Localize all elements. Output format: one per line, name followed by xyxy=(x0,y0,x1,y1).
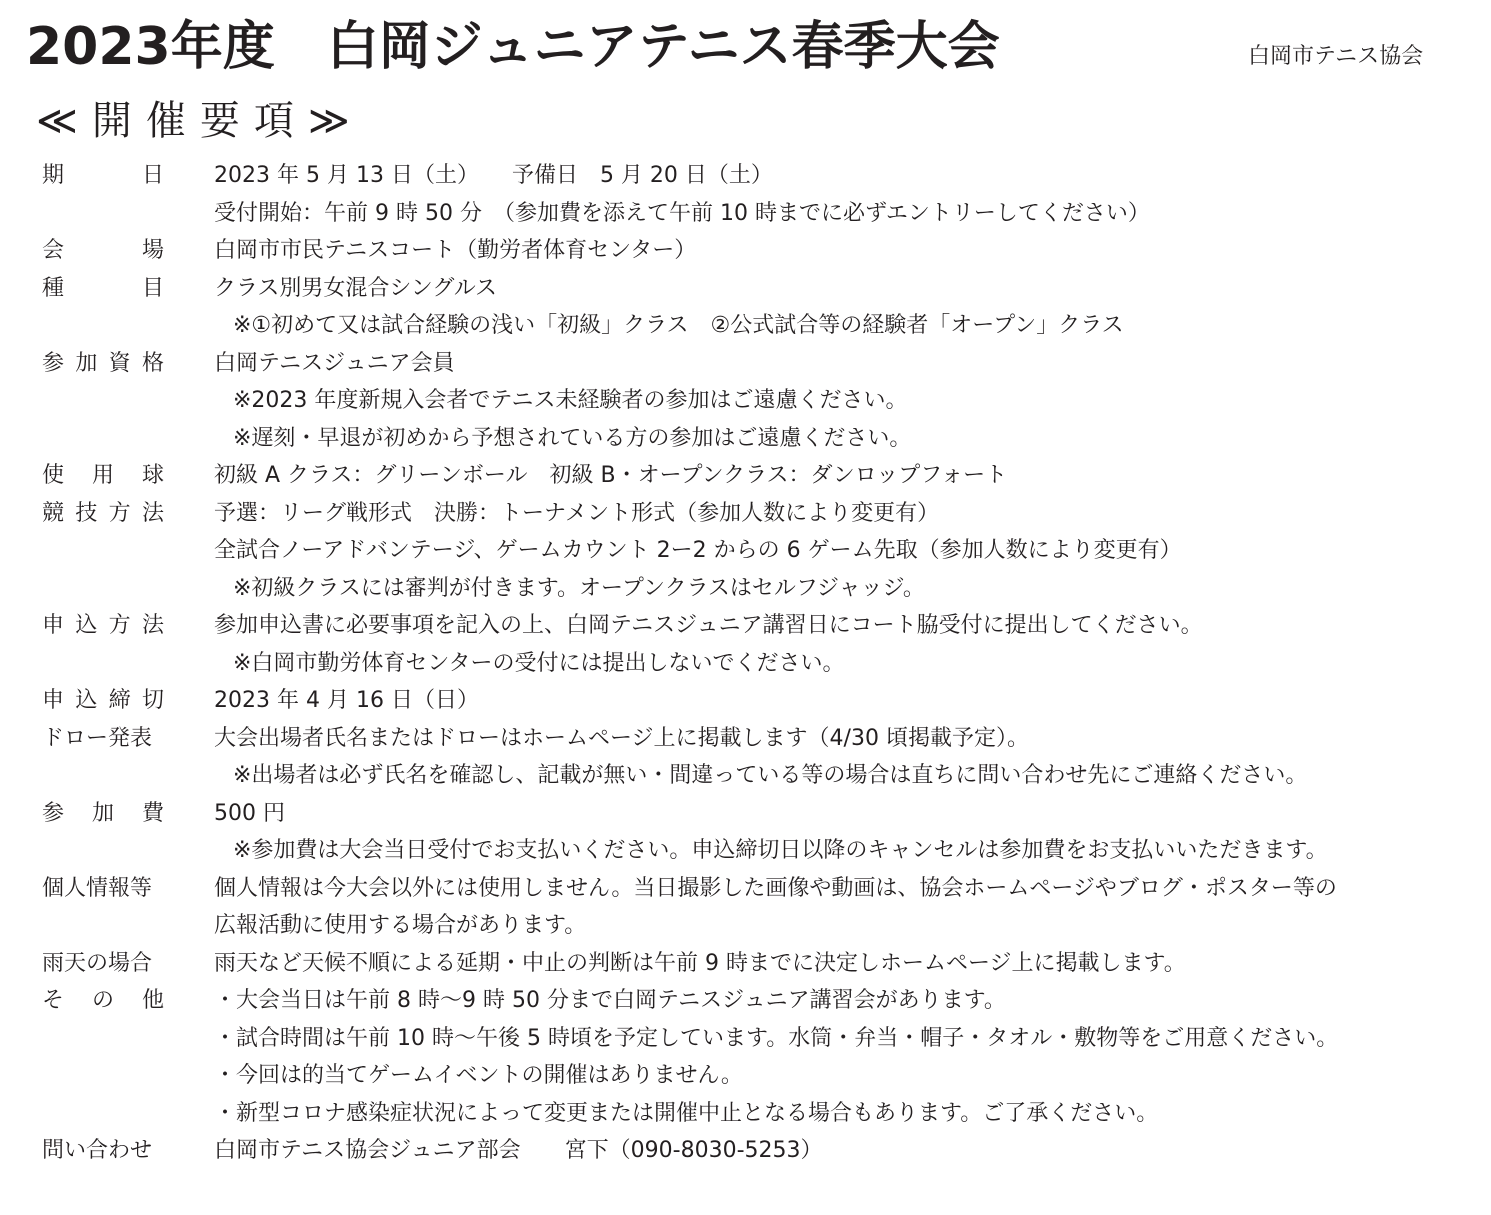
section-row xyxy=(0,945,1491,983)
section-note: ※参加費は大会当日受付でお支払いください。申込締切日以降のキャンセルは参加費をお支払いいただきます。 xyxy=(233,838,1328,863)
document-title: 2023年度 白岡ジュニアテニス春季大会 xyxy=(26,17,1000,77)
section-row xyxy=(0,795,1491,833)
section-row xyxy=(0,757,1491,795)
section-value: ・大会当日は午前 8 時〜9 時 50 分まで白岡テニスジュニア講習会があります。 xyxy=(214,988,1006,1013)
section-row xyxy=(0,382,1491,420)
section-value: 白岡テニスジュニア会員 xyxy=(214,350,455,376)
section-note: ※初級クラスには審判が付きます。オープンクラスはセルフジャッジ。 xyxy=(233,575,925,601)
section-value: ・新型コロナ感染症状況によって変更または開催中止となる場合もあります。ご了承ください。 xyxy=(214,1100,1159,1126)
section-row xyxy=(0,457,1491,495)
section-label: 問い合わせ xyxy=(42,1138,153,1163)
section-row xyxy=(0,307,1491,345)
section-row xyxy=(0,270,1491,308)
section-label: 参加資格 xyxy=(42,350,164,376)
section-label: ドロー発表 xyxy=(42,725,153,751)
section-label: 会場 xyxy=(42,238,164,263)
section-label: 期日 xyxy=(42,163,164,188)
section-value: 2023 年 4 月 16 日（日） xyxy=(214,688,479,713)
section-row xyxy=(0,1132,1491,1170)
section-row xyxy=(0,195,1491,233)
section-note: ※出場者は必ず氏名を確認し、記載が無い・間違っている等の場合は直ちに問い合わせ先にご連絡ください。 xyxy=(233,763,1308,788)
section-row xyxy=(0,682,1491,720)
section-row xyxy=(0,982,1491,1020)
section-value: 白岡市市民テニスコート（勤労者体育センター） xyxy=(214,238,697,263)
section-label: 参加費 xyxy=(42,800,164,826)
section-label: 雨天の場合 xyxy=(42,950,153,976)
section-row xyxy=(0,1057,1491,1095)
section-row xyxy=(0,232,1491,270)
section-row xyxy=(0,532,1491,570)
section-row xyxy=(0,420,1491,458)
section-row xyxy=(0,720,1491,758)
section-value: ・試合時間は午前 10 時〜午後 5 時頃を予定しています。水筒・弁当・帽子・タオル・敷物等をご用意ください。 xyxy=(214,1025,1339,1051)
section-row xyxy=(0,157,1491,195)
section-label: 使用球 xyxy=(42,463,164,488)
section-value: 500 円 xyxy=(214,800,285,826)
section-value: 予選：リーグ戦形式 決勝：トーナメント形式（参加人数により変更有） xyxy=(214,500,940,526)
section-value: 初級 A クラス：グリーンボール 初級 B・オープンクラス：ダンロップフォート xyxy=(214,463,1008,488)
section-row xyxy=(0,907,1491,945)
section-note: ※白岡市勤労体育センターの受付には提出しないでください。 xyxy=(233,650,845,676)
section-value: 参加申込書に必要事項を記入の上、白岡テニスジュニア講習日にコート脇受付に提出してください。 xyxy=(214,613,1203,638)
section-row xyxy=(0,570,1491,608)
section-heading: ≪開催要項≫ xyxy=(36,98,364,144)
section-row xyxy=(0,1020,1491,1058)
section-value: 白岡市テニス協会ジュニア部会 宮下（090-8030-5253） xyxy=(214,1138,823,1163)
section-row xyxy=(0,870,1491,908)
section-value: 広報活動に使用する場合があります。 xyxy=(214,913,587,938)
section-row xyxy=(0,345,1491,383)
section-value: ・今回は的当てゲームイベントの開催はありません。 xyxy=(214,1063,743,1088)
section-label: その他 xyxy=(42,988,164,1013)
organizer-name: 白岡市テニス協会 xyxy=(1248,44,1424,69)
guideline-sections xyxy=(0,157,1491,1170)
section-row xyxy=(0,645,1491,683)
section-note: ※遅刻・早退が初めから予想されている方の参加はご遠慮ください。 xyxy=(233,425,912,451)
section-row xyxy=(0,607,1491,645)
section-value: 受付開始：午前 9 時 50 分 （参加費を添えて午前 10 時までに必ずエントリーしてください） xyxy=(214,200,1150,226)
section-label: 申込締切 xyxy=(42,688,164,713)
section-row xyxy=(0,495,1491,533)
section-value: 雨天など天候不順による延期・中止の判断は午前 9 時までに決定しホームページ上に掲載します。 xyxy=(214,950,1186,976)
section-value: 個人情報は今大会以外には使用しません。当日撮影した画像や動画は、協会ホームページやブログ・ポスター等の xyxy=(214,875,1337,901)
section-value: 2023 年 5 月 13 日（土） 予備日 5 月 20 日（土） xyxy=(214,163,773,188)
section-value: クラス別男女混合シングルス xyxy=(214,275,498,301)
section-note: ※2023 年度新規入会者でテニス未経験者の参加はご遠慮ください。 xyxy=(233,388,908,413)
section-row xyxy=(0,832,1491,870)
section-note: ※①初めて又は試合経験の浅い「初級」クラス ②公式試合等の経験者「オープン」クラス xyxy=(233,313,1124,338)
section-row xyxy=(0,1095,1491,1133)
section-label: 種目 xyxy=(42,275,164,301)
section-label: 個人情報等 xyxy=(42,875,153,901)
section-label: 競技方法 xyxy=(42,500,164,526)
section-label: 申込方法 xyxy=(42,613,164,638)
section-value: 大会出場者氏名またはドローはホームページ上に掲載します（4/30 頃掲載予定）。 xyxy=(214,725,1029,751)
section-value: 全試合ノーアドバンテージ、ゲームカウント 2ー2 からの 6 ゲーム先取（参加人数により変更有） xyxy=(214,538,1182,563)
